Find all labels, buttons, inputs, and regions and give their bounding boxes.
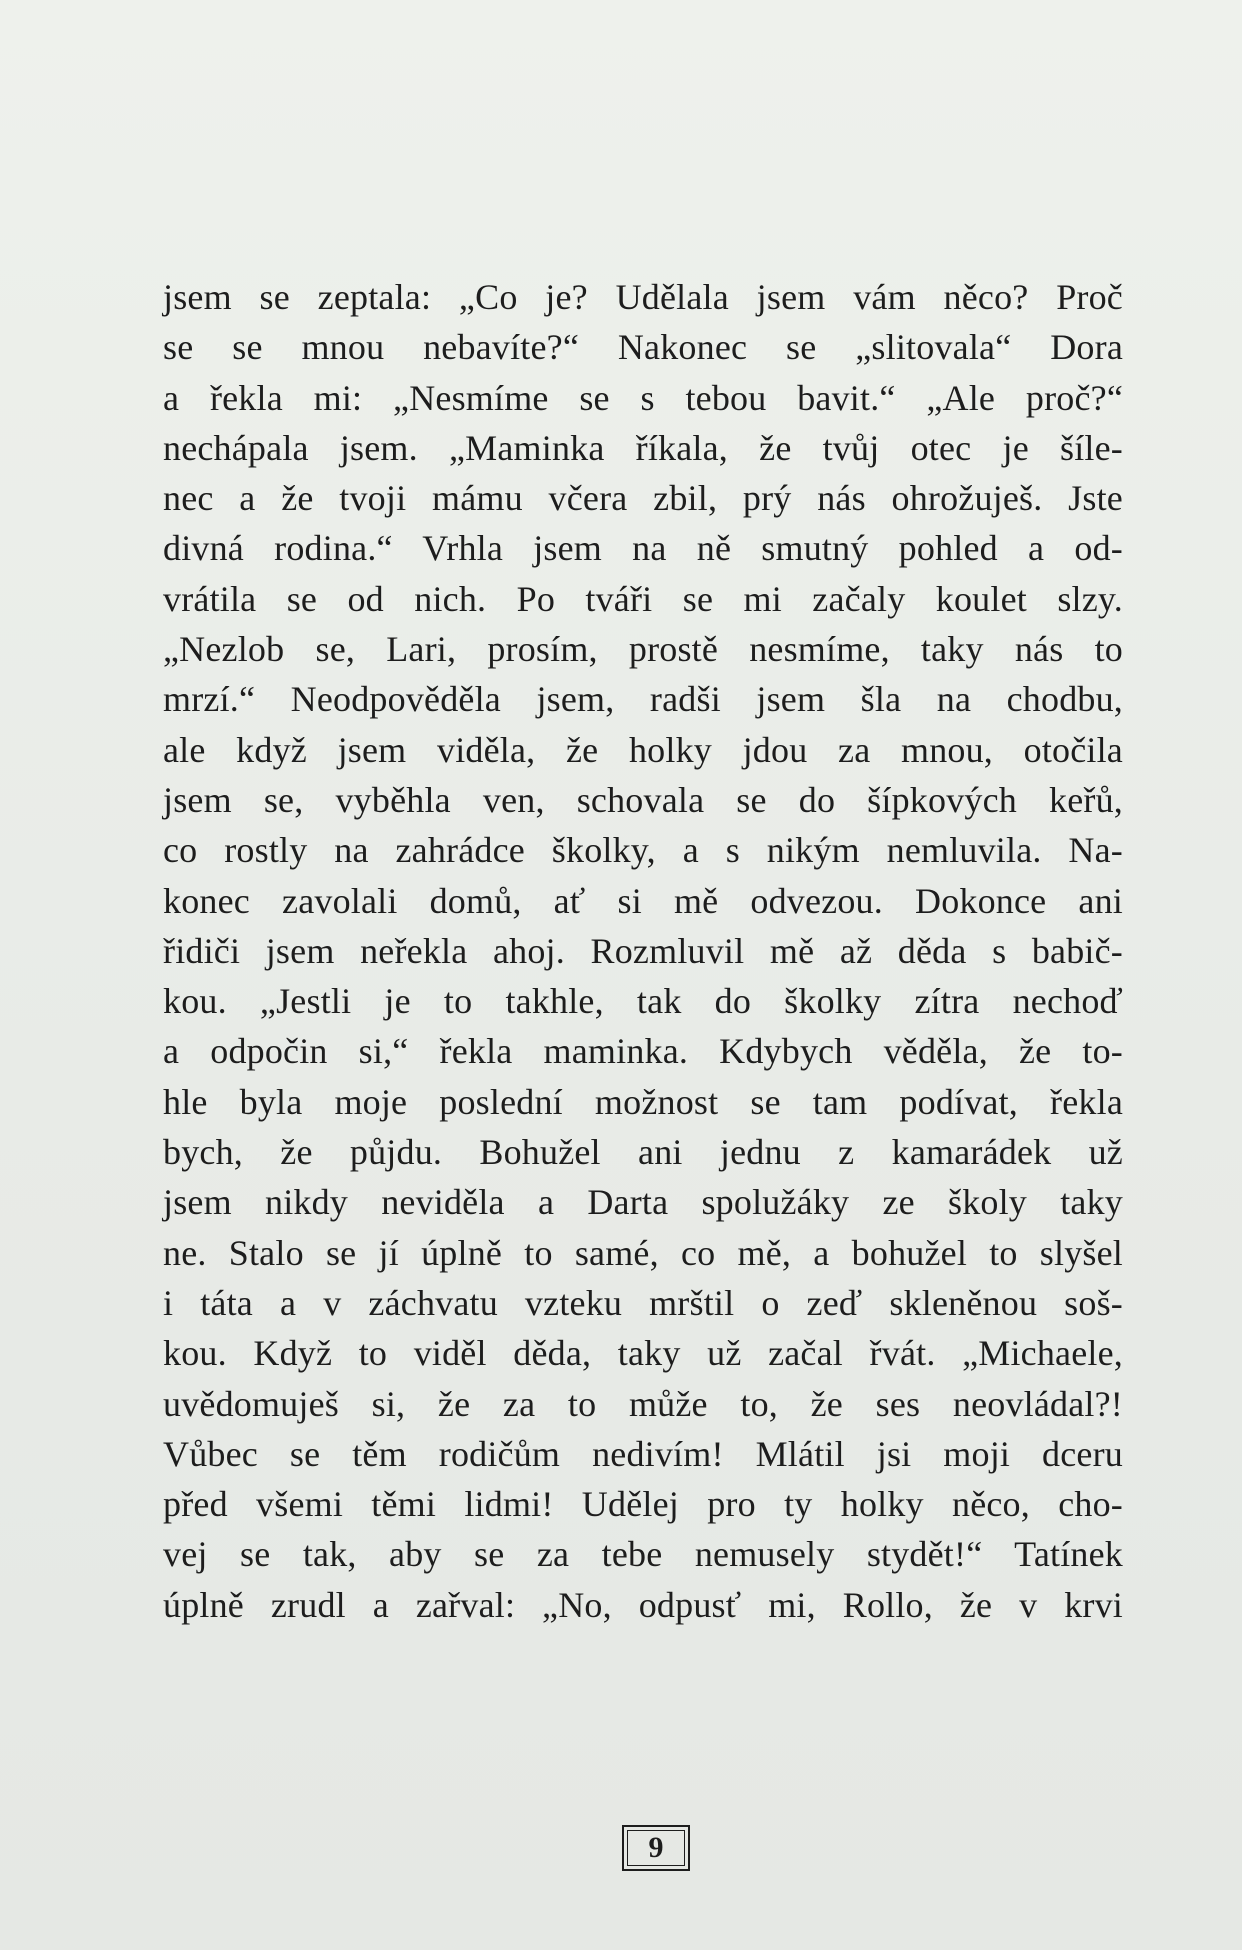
text-line: „Nezlob se, Lari, prosím, prostě nesmíme, taky nás to <box>163 629 1123 670</box>
text-line: i táta a v záchvatu vzteku mrštil o zeď skleněnou soš- <box>163 1282 1123 1323</box>
text-line: uvědomuješ si, že za to může to, že ses neovládal?! <box>163 1383 1123 1424</box>
text-line: ne. Stalo se jí úplně to samé, co mě, a bohužel to slyšel <box>163 1232 1123 1273</box>
text-line: ale když jsem viděla, že holky jdou za mnou, otočila <box>163 729 1123 770</box>
text-line: co rostly na zahrádce školky, a s nikým nemluvila. Na- <box>163 830 1123 871</box>
text-line: řidiči jsem neřekla ahoj. Rozmluvil mě až děda s babič- <box>163 930 1123 971</box>
text-line: nechápala jsem. „Maminka říkala, že tvůj otec je šíle- <box>163 427 1123 468</box>
text-line: před všemi těmi lidmi! Udělej pro ty holky něco, cho- <box>163 1484 1123 1525</box>
text-line: kou. Když to viděl děda, taky už začal řvát. „Michaele, <box>163 1333 1123 1374</box>
text-line: Vůbec se těm rodičům nedivím! Mlátil jsi moji dceru <box>163 1433 1123 1474</box>
page-number-frame <box>622 1825 690 1871</box>
text-line: konec zavolali domů, ať si mě odvezou. Dokonce ani <box>163 880 1123 921</box>
text-line: kou. „Jestli je to takhle, tak do školky zítra nechoď <box>163 981 1123 1022</box>
text-line: jsem nikdy neviděla a Darta spolužáky ze školy taky <box>163 1182 1123 1223</box>
text-line: bych, že půjdu. Bohužel ani jednu z kamarádek už <box>163 1132 1123 1173</box>
text-line: a odpočin si,“ řekla maminka. Kdybych věděla, že to- <box>163 1031 1123 1072</box>
text-line: a řekla mi: „Nesmíme se s tebou bavit.“ „Ale proč?“ <box>163 377 1123 418</box>
text-line: vrátila se od nich. Po tváři se mi začaly koulet slzy. <box>163 578 1123 619</box>
text-line: mrzí.“ Neodpověděla jsem, radši jsem šla na chodbu, <box>163 679 1123 720</box>
text-line: vej se tak, aby se za tebe nemusely stydět!“ Tatínek <box>163 1534 1123 1575</box>
text-line: jsem se zeptala: „Co je? Udělala jsem vám něco? Proč <box>163 277 1123 317</box>
text-line: úplně zrudl a zařval: „No, odpusť mi, Rollo, že v krvi <box>163 1584 1123 1625</box>
page-number: 9 <box>627 1830 685 1866</box>
text-line: se se mnou nebavíte?“ Nakonec se „slitovala“ Dora <box>163 327 1123 368</box>
text-line: jsem se, vyběhla ven, schovala se do šípkových keřů, <box>163 779 1123 820</box>
text-line: divná rodina.“ Vrhla jsem na ně smutný pohled a od- <box>163 528 1123 569</box>
text-line: hle byla moje poslední možnost se tam podívat, řekla <box>163 1081 1123 1122</box>
text-line: nec a že tvoji mámu včera zbil, prý nás ohrožuješ. Jste <box>163 478 1123 519</box>
body-text <box>163 272 1123 1630</box>
